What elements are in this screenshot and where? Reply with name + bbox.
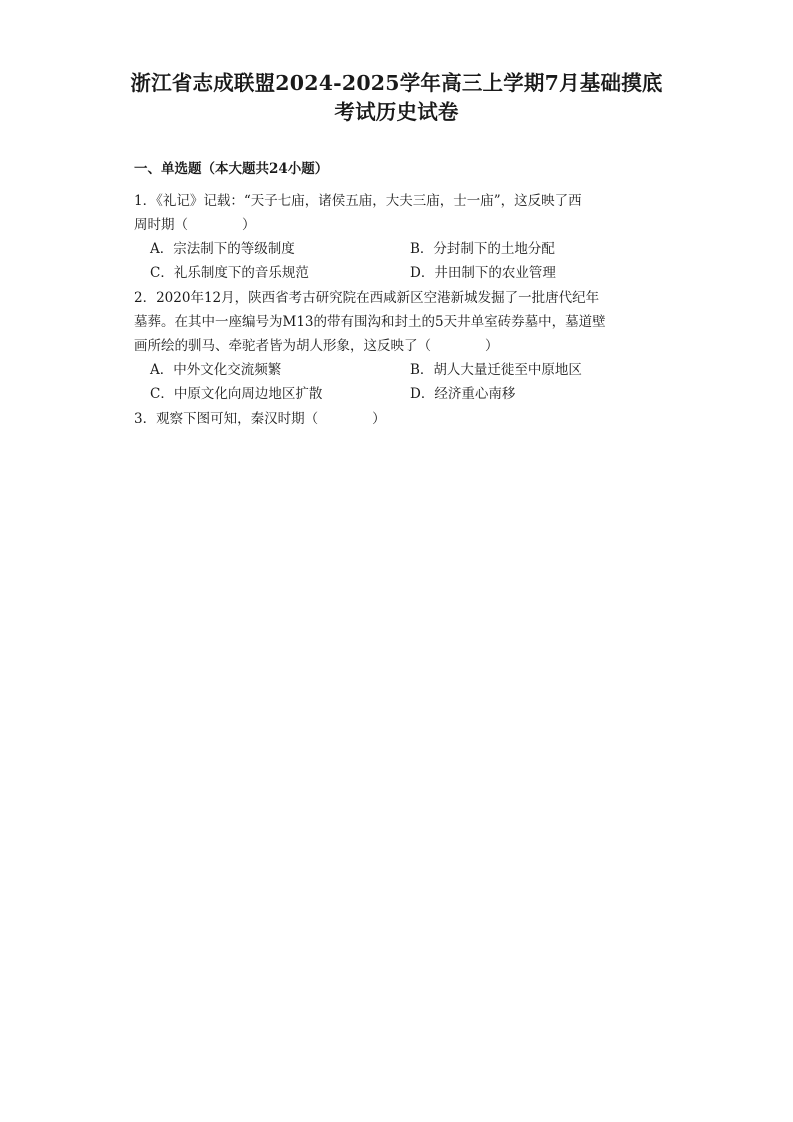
question-1-option-d: D．井田制下的农业管理 [410,265,556,281]
question-2-line-2: 墓葬。在其中一座编号为M13的带有围沟和封土的5天井单室砖券墓中，墓道壁 [134,314,606,330]
section-heading: 一、单选题（本大题共24小题） [134,161,329,177]
question-2-line-1: 2．2020年12月，陕西省考古研究院在西咸新区空港新城发掘了一批唐代纪年 [134,290,600,306]
question-1-option-c: C．礼乐制度下的音乐规范 [150,265,309,281]
question-2-option-d: D．经济重心南移 [410,386,516,402]
question-2-option-c: C．中原文化向周边地区扩散 [150,386,323,402]
exam-title-line-1: 浙江省志成联盟2024-2025学年高三上学期7月基础摸底 [130,71,663,95]
question-1-option-a: A．宗法制下的等级制度 [150,241,295,257]
question-2-option-b: B．胡人大量迁徙至中原地区 [410,362,582,378]
question-1-option-b: B．分封制下的土地分配 [410,241,555,257]
question-2-line-3: 画所绘的驯马、牵驼者皆为胡人形象，这反映了（ ） [134,338,499,354]
question-3-line-1: 3．观察下图可知，秦汉时期（ ） [134,411,386,427]
exam-title-line-2: 考试历史试卷 [334,100,459,124]
question-1-line-2: 周时期（ ） [134,217,256,233]
question-2-option-a: A．中外文化交流频繁 [150,362,282,378]
question-1-line-1: 1．《礼记》记载：“天子七庙，诸侯五庙，大夫三庙，士一庙”，这反映了西 [134,193,582,209]
